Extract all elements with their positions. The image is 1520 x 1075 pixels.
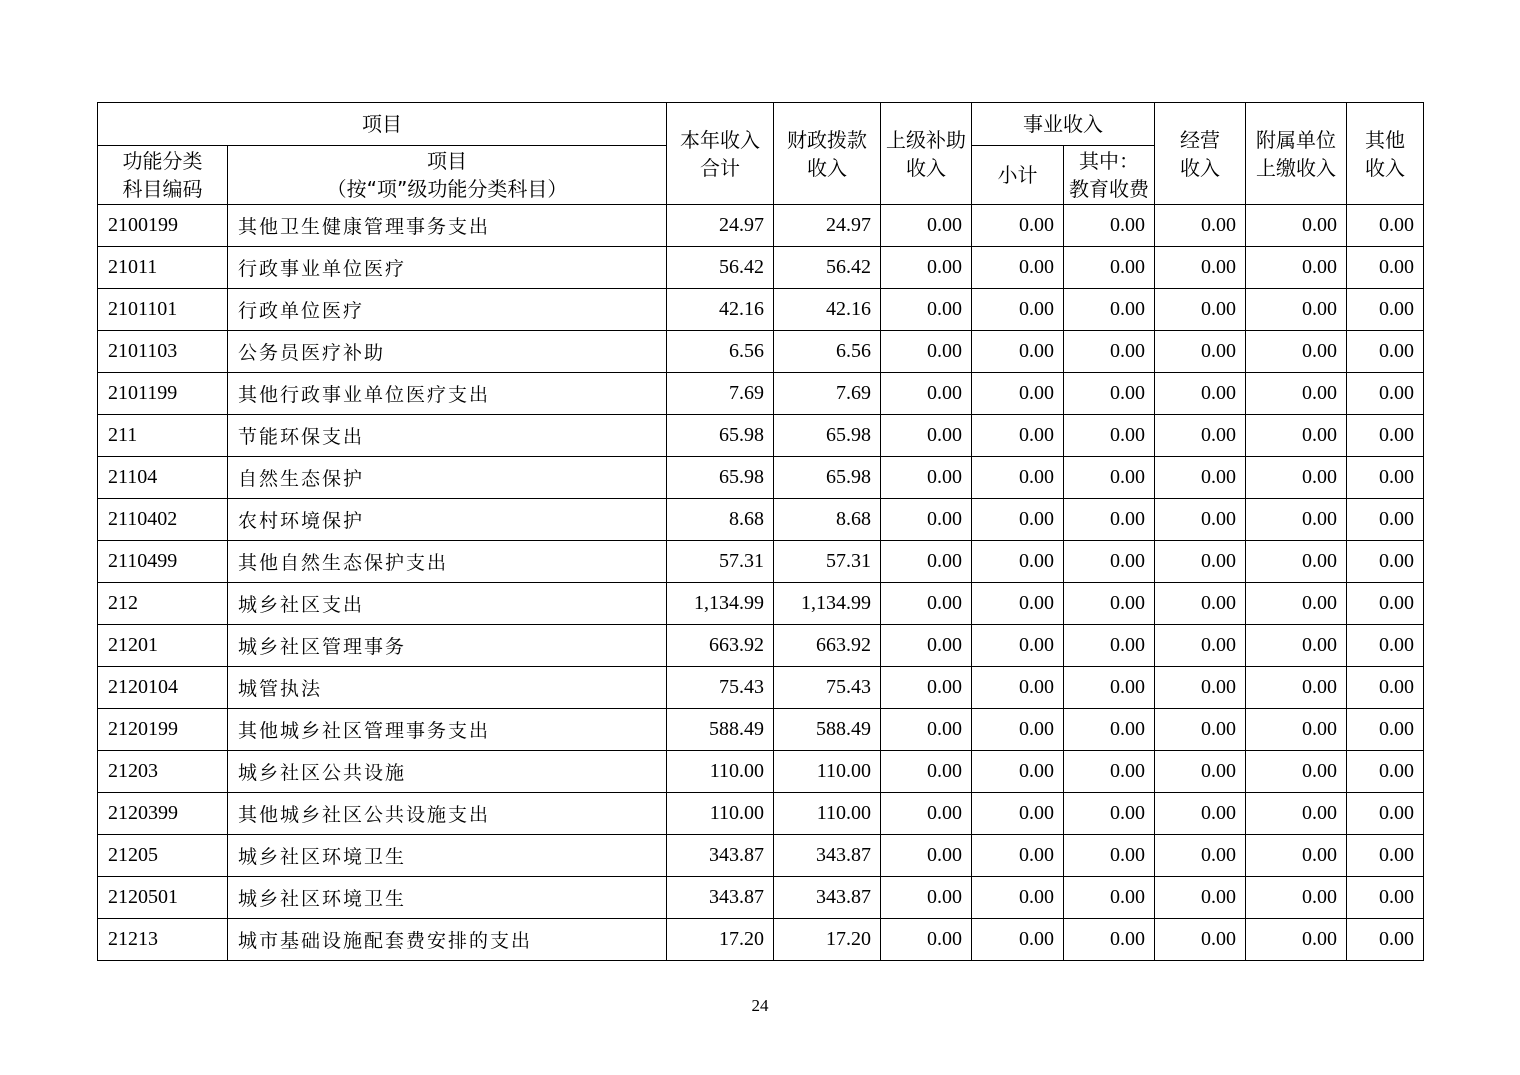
cell-code: 21104 xyxy=(98,457,228,499)
cell-fiscal-allocation: 110.00 xyxy=(774,751,881,793)
cell-business-subtotal: 0.00 xyxy=(972,373,1064,415)
header-other-income xyxy=(1347,103,1424,205)
cell-total-income: 110.00 xyxy=(667,793,774,835)
header-function-code xyxy=(98,146,228,205)
cell-fiscal-allocation: 6.56 xyxy=(774,331,881,373)
cell-affiliated-income: 0.00 xyxy=(1246,625,1347,667)
table-row xyxy=(98,457,1424,499)
cell-fiscal-allocation: 24.97 xyxy=(774,205,881,247)
cell-fiscal-allocation: 42.16 xyxy=(774,289,881,331)
header-subtotal: 小计 xyxy=(972,146,1064,205)
cell-affiliated-income: 0.00 xyxy=(1246,331,1347,373)
cell-code: 2101103 xyxy=(98,331,228,373)
cell-total-income: 110.00 xyxy=(667,751,774,793)
cell-business-subtotal: 0.00 xyxy=(972,835,1064,877)
cell-business-subtotal: 0.00 xyxy=(972,205,1064,247)
cell-item-name: 公务员医疗补助 xyxy=(228,331,667,373)
cell-education-fee: 0.00 xyxy=(1064,247,1155,289)
cell-item-name: 农村环境保护 xyxy=(228,499,667,541)
cell-business-subtotal: 0.00 xyxy=(972,499,1064,541)
cell-other-income: 0.00 xyxy=(1347,793,1424,835)
header-superior-line2: 收入 xyxy=(906,155,946,180)
table-header xyxy=(98,103,1424,205)
cell-affiliated-income: 0.00 xyxy=(1246,709,1347,751)
cell-business-subtotal: 0.00 xyxy=(972,751,1064,793)
cell-item-name: 城乡社区公共设施 xyxy=(228,751,667,793)
table-row xyxy=(98,247,1424,289)
header-fiscal-allocation xyxy=(774,103,881,205)
cell-item-name: 其他城乡社区公共设施支出 xyxy=(228,793,667,835)
table-row xyxy=(98,877,1424,919)
cell-code: 21213 xyxy=(98,919,228,961)
header-code-line2: 科目编码 xyxy=(122,177,203,201)
cell-affiliated-income: 0.00 xyxy=(1246,541,1347,583)
cell-education-fee: 0.00 xyxy=(1064,289,1155,331)
cell-other-income: 0.00 xyxy=(1347,919,1424,961)
cell-item-name: 城乡社区支出 xyxy=(228,583,667,625)
header-item-line2: （按“项”级功能分类科目） xyxy=(326,177,568,201)
cell-superior-subsidy: 0.00 xyxy=(881,373,972,415)
header-other-line1: 其他 xyxy=(1365,127,1405,152)
cell-education-fee: 0.00 xyxy=(1064,331,1155,373)
cell-affiliated-income: 0.00 xyxy=(1246,499,1347,541)
cell-business-subtotal: 0.00 xyxy=(972,289,1064,331)
cell-total-income: 65.98 xyxy=(667,457,774,499)
header-operating-line1: 经营 xyxy=(1180,127,1220,152)
cell-education-fee: 0.00 xyxy=(1064,541,1155,583)
header-total-line1: 本年收入 xyxy=(680,127,760,152)
cell-superior-subsidy: 0.00 xyxy=(881,751,972,793)
cell-operating-income: 0.00 xyxy=(1155,835,1246,877)
cell-affiliated-income: 0.00 xyxy=(1246,457,1347,499)
header-edu-line2: 教育收费 xyxy=(1069,177,1149,201)
cell-other-income: 0.00 xyxy=(1347,625,1424,667)
cell-education-fee: 0.00 xyxy=(1064,583,1155,625)
cell-operating-income: 0.00 xyxy=(1155,625,1246,667)
cell-item-name: 行政事业单位医疗 xyxy=(228,247,667,289)
cell-affiliated-income: 0.00 xyxy=(1246,247,1347,289)
cell-total-income: 1,134.99 xyxy=(667,583,774,625)
cell-item-name: 城管执法 xyxy=(228,667,667,709)
cell-superior-subsidy: 0.00 xyxy=(881,247,972,289)
cell-operating-income: 0.00 xyxy=(1155,373,1246,415)
table-row xyxy=(98,583,1424,625)
cell-total-income: 56.42 xyxy=(667,247,774,289)
cell-total-income: 42.16 xyxy=(667,289,774,331)
cell-operating-income: 0.00 xyxy=(1155,793,1246,835)
table-row xyxy=(98,289,1424,331)
cell-affiliated-income: 0.00 xyxy=(1246,877,1347,919)
cell-code: 2120104 xyxy=(98,667,228,709)
cell-operating-income: 0.00 xyxy=(1155,919,1246,961)
table-row xyxy=(98,415,1424,457)
cell-code: 21205 xyxy=(98,835,228,877)
cell-superior-subsidy: 0.00 xyxy=(881,793,972,835)
table-row xyxy=(98,751,1424,793)
header-superior-line1: 上级补助 xyxy=(886,127,966,152)
cell-total-income: 6.56 xyxy=(667,331,774,373)
cell-item-name: 自然生态保护 xyxy=(228,457,667,499)
header-affiliated-line2: 上缴收入 xyxy=(1256,155,1336,180)
header-edu-line1: 其中： xyxy=(1079,149,1139,173)
cell-superior-subsidy: 0.00 xyxy=(881,709,972,751)
cell-fiscal-allocation: 588.49 xyxy=(774,709,881,751)
cell-total-income: 57.31 xyxy=(667,541,774,583)
cell-education-fee: 0.00 xyxy=(1064,793,1155,835)
table-row xyxy=(98,625,1424,667)
cell-code: 21201 xyxy=(98,625,228,667)
table-row xyxy=(98,373,1424,415)
cell-operating-income: 0.00 xyxy=(1155,205,1246,247)
header-superior-subsidy xyxy=(881,103,972,205)
header-item-name xyxy=(228,146,667,205)
cell-business-subtotal: 0.00 xyxy=(972,457,1064,499)
cell-other-income: 0.00 xyxy=(1347,667,1424,709)
cell-superior-subsidy: 0.00 xyxy=(881,625,972,667)
cell-education-fee: 0.00 xyxy=(1064,877,1155,919)
cell-operating-income: 0.00 xyxy=(1155,541,1246,583)
table-row xyxy=(98,835,1424,877)
cell-other-income: 0.00 xyxy=(1347,373,1424,415)
cell-total-income: 24.97 xyxy=(667,205,774,247)
cell-item-name: 其他城乡社区管理事务支出 xyxy=(228,709,667,751)
cell-education-fee: 0.00 xyxy=(1064,667,1155,709)
header-operating-line2: 收入 xyxy=(1180,155,1220,180)
cell-education-fee: 0.00 xyxy=(1064,457,1155,499)
header-business-income: 事业收入 xyxy=(972,103,1155,146)
header-item-line1: 项目 xyxy=(427,149,467,173)
cell-operating-income: 0.00 xyxy=(1155,457,1246,499)
cell-affiliated-income: 0.00 xyxy=(1246,373,1347,415)
cell-code: 2110499 xyxy=(98,541,228,583)
table-row xyxy=(98,331,1424,373)
cell-total-income: 663.92 xyxy=(667,625,774,667)
cell-total-income: 17.20 xyxy=(667,919,774,961)
cell-code: 2120399 xyxy=(98,793,228,835)
cell-other-income: 0.00 xyxy=(1347,835,1424,877)
cell-business-subtotal: 0.00 xyxy=(972,247,1064,289)
cell-affiliated-income: 0.00 xyxy=(1246,751,1347,793)
cell-code: 2110402 xyxy=(98,499,228,541)
cell-education-fee: 0.00 xyxy=(1064,415,1155,457)
cell-code: 21011 xyxy=(98,247,228,289)
cell-total-income: 343.87 xyxy=(667,877,774,919)
cell-fiscal-allocation: 57.31 xyxy=(774,541,881,583)
cell-education-fee: 0.00 xyxy=(1064,919,1155,961)
cell-item-name: 城乡社区环境卫生 xyxy=(228,877,667,919)
header-code-line1: 功能分类 xyxy=(122,149,203,173)
cell-total-income: 7.69 xyxy=(667,373,774,415)
cell-affiliated-income: 0.00 xyxy=(1246,793,1347,835)
cell-superior-subsidy: 0.00 xyxy=(881,583,972,625)
header-fiscal-line1: 财政拨款 xyxy=(787,127,867,152)
cell-total-income: 588.49 xyxy=(667,709,774,751)
cell-code: 21203 xyxy=(98,751,228,793)
cell-affiliated-income: 0.00 xyxy=(1246,205,1347,247)
table-row xyxy=(98,541,1424,583)
cell-code: 2120199 xyxy=(98,709,228,751)
cell-fiscal-allocation: 8.68 xyxy=(774,499,881,541)
cell-fiscal-allocation: 7.69 xyxy=(774,373,881,415)
header-operating-income xyxy=(1155,103,1246,205)
header-total-income xyxy=(667,103,774,205)
cell-code: 2101199 xyxy=(98,373,228,415)
cell-business-subtotal: 0.00 xyxy=(972,793,1064,835)
header-affiliated-line1: 附属单位 xyxy=(1256,127,1336,152)
cell-operating-income: 0.00 xyxy=(1155,751,1246,793)
cell-operating-income: 0.00 xyxy=(1155,709,1246,751)
cell-fiscal-allocation: 17.20 xyxy=(774,919,881,961)
cell-other-income: 0.00 xyxy=(1347,457,1424,499)
cell-fiscal-allocation: 663.92 xyxy=(774,625,881,667)
header-project: 项目 xyxy=(98,103,667,146)
budget-table xyxy=(97,102,1424,961)
cell-fiscal-allocation: 65.98 xyxy=(774,457,881,499)
cell-other-income: 0.00 xyxy=(1347,583,1424,625)
cell-other-income: 0.00 xyxy=(1347,415,1424,457)
table-row xyxy=(98,499,1424,541)
cell-item-name: 其他自然生态保护支出 xyxy=(228,541,667,583)
cell-other-income: 0.00 xyxy=(1347,289,1424,331)
cell-item-name: 其他卫生健康管理事务支出 xyxy=(228,205,667,247)
cell-operating-income: 0.00 xyxy=(1155,877,1246,919)
cell-item-name: 城乡社区管理事务 xyxy=(228,625,667,667)
header-fiscal-line2: 收入 xyxy=(807,155,847,180)
cell-superior-subsidy: 0.00 xyxy=(881,205,972,247)
cell-operating-income: 0.00 xyxy=(1155,415,1246,457)
cell-code: 2120501 xyxy=(98,877,228,919)
cell-education-fee: 0.00 xyxy=(1064,751,1155,793)
cell-business-subtotal: 0.00 xyxy=(972,877,1064,919)
cell-other-income: 0.00 xyxy=(1347,877,1424,919)
cell-fiscal-allocation: 1,134.99 xyxy=(774,583,881,625)
cell-superior-subsidy: 0.00 xyxy=(881,667,972,709)
cell-item-name: 其他行政事业单位医疗支出 xyxy=(228,373,667,415)
cell-other-income: 0.00 xyxy=(1347,205,1424,247)
cell-other-income: 0.00 xyxy=(1347,499,1424,541)
cell-fiscal-allocation: 75.43 xyxy=(774,667,881,709)
cell-education-fee: 0.00 xyxy=(1064,709,1155,751)
cell-business-subtotal: 0.00 xyxy=(972,331,1064,373)
cell-other-income: 0.00 xyxy=(1347,541,1424,583)
cell-business-subtotal: 0.00 xyxy=(972,709,1064,751)
cell-affiliated-income: 0.00 xyxy=(1246,289,1347,331)
cell-superior-subsidy: 0.00 xyxy=(881,541,972,583)
cell-affiliated-income: 0.00 xyxy=(1246,583,1347,625)
cell-operating-income: 0.00 xyxy=(1155,583,1246,625)
cell-total-income: 343.87 xyxy=(667,835,774,877)
cell-total-income: 75.43 xyxy=(667,667,774,709)
cell-education-fee: 0.00 xyxy=(1064,205,1155,247)
cell-business-subtotal: 0.00 xyxy=(972,919,1064,961)
cell-superior-subsidy: 0.00 xyxy=(881,835,972,877)
cell-business-subtotal: 0.00 xyxy=(972,667,1064,709)
cell-affiliated-income: 0.00 xyxy=(1246,415,1347,457)
cell-superior-subsidy: 0.00 xyxy=(881,331,972,373)
header-affiliated-income xyxy=(1246,103,1347,205)
cell-total-income: 8.68 xyxy=(667,499,774,541)
table-row xyxy=(98,667,1424,709)
cell-superior-subsidy: 0.00 xyxy=(881,289,972,331)
header-education-fee xyxy=(1064,146,1155,205)
cell-superior-subsidy: 0.00 xyxy=(881,415,972,457)
cell-fiscal-allocation: 65.98 xyxy=(774,415,881,457)
cell-fiscal-allocation: 343.87 xyxy=(774,877,881,919)
cell-item-name: 城市基础设施配套费安排的支出 xyxy=(228,919,667,961)
cell-operating-income: 0.00 xyxy=(1155,499,1246,541)
cell-operating-income: 0.00 xyxy=(1155,247,1246,289)
table-row xyxy=(98,709,1424,751)
cell-fiscal-allocation: 56.42 xyxy=(774,247,881,289)
cell-education-fee: 0.00 xyxy=(1064,625,1155,667)
cell-code: 2100199 xyxy=(98,205,228,247)
cell-education-fee: 0.00 xyxy=(1064,373,1155,415)
cell-superior-subsidy: 0.00 xyxy=(881,919,972,961)
cell-affiliated-income: 0.00 xyxy=(1246,667,1347,709)
page-number: 24 xyxy=(751,996,769,1015)
table-body xyxy=(98,205,1424,961)
cell-education-fee: 0.00 xyxy=(1064,835,1155,877)
cell-total-income: 65.98 xyxy=(667,415,774,457)
cell-superior-subsidy: 0.00 xyxy=(881,877,972,919)
table-row xyxy=(98,205,1424,247)
cell-other-income: 0.00 xyxy=(1347,751,1424,793)
cell-other-income: 0.00 xyxy=(1347,247,1424,289)
header-other-line2: 收入 xyxy=(1365,155,1405,180)
cell-business-subtotal: 0.00 xyxy=(972,415,1064,457)
cell-superior-subsidy: 0.00 xyxy=(881,457,972,499)
cell-code: 211 xyxy=(98,415,228,457)
cell-business-subtotal: 0.00 xyxy=(972,625,1064,667)
header-total-line2: 合计 xyxy=(700,155,740,180)
cell-item-name: 城乡社区环境卫生 xyxy=(228,835,667,877)
cell-item-name: 节能环保支出 xyxy=(228,415,667,457)
table-row xyxy=(98,919,1424,961)
cell-fiscal-allocation: 110.00 xyxy=(774,793,881,835)
cell-affiliated-income: 0.00 xyxy=(1246,919,1347,961)
cell-other-income: 0.00 xyxy=(1347,709,1424,751)
cell-business-subtotal: 0.00 xyxy=(972,583,1064,625)
cell-operating-income: 0.00 xyxy=(1155,331,1246,373)
cell-affiliated-income: 0.00 xyxy=(1246,835,1347,877)
cell-operating-income: 0.00 xyxy=(1155,667,1246,709)
cell-operating-income: 0.00 xyxy=(1155,289,1246,331)
cell-code: 212 xyxy=(98,583,228,625)
cell-business-subtotal: 0.00 xyxy=(972,541,1064,583)
cell-education-fee: 0.00 xyxy=(1064,499,1155,541)
table-row xyxy=(98,793,1424,835)
cell-code: 2101101 xyxy=(98,289,228,331)
cell-item-name: 行政单位医疗 xyxy=(228,289,667,331)
cell-fiscal-allocation: 343.87 xyxy=(774,835,881,877)
cell-other-income: 0.00 xyxy=(1347,331,1424,373)
cell-superior-subsidy: 0.00 xyxy=(881,499,972,541)
